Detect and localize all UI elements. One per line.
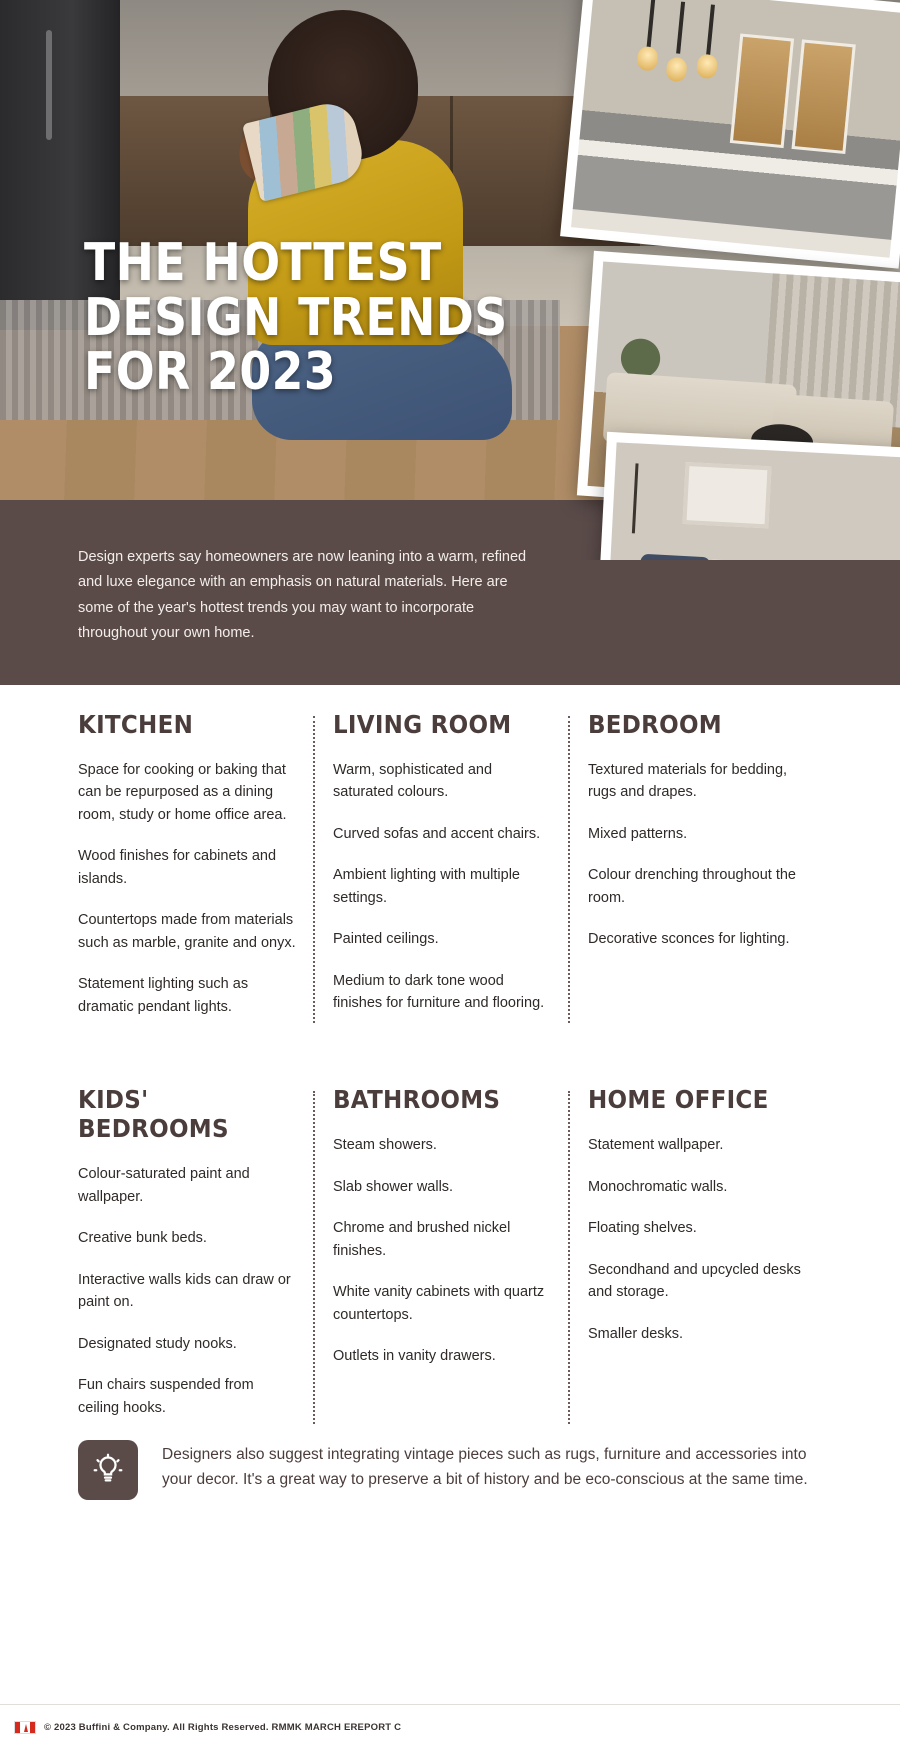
title-line-2: DESIGN TRENDS: [84, 287, 508, 348]
category-kitchen: [78, 710, 333, 1037]
list-item: Warm, sophisticated and saturated colours.: [333, 762, 493, 801]
title-line-3: FOR 2023: [84, 342, 337, 403]
list-item: Slab shower walls.: [333, 1178, 454, 1195]
intro-paragraph: Design experts say homeowners are now leaning into a warm, refined and luxe elegance with an emphasis on natural materials. Here are some of the year's hottest trends you may want to incorporate throughout your own home.: [78, 549, 527, 642]
list-item: Secondhand and upcycled desks and storage.: [588, 1261, 801, 1301]
list-item: Designated study nooks.: [78, 1335, 237, 1352]
list-item: Space for cooking or baking that can be repurposed as a dining room, study or home office area.: [78, 762, 287, 823]
bedroom-photo: [593, 432, 900, 560]
list-item: Mixed patterns.: [588, 825, 688, 842]
list-item: Painted ceilings.: [333, 931, 439, 948]
category-list: [333, 1134, 552, 1367]
category-bedroom: [588, 710, 843, 1037]
lightbulb-icon: [78, 1440, 138, 1500]
tip-callout: [78, 1440, 828, 1500]
category-home-office: [588, 1085, 843, 1438]
list-item: Outlets in vanity drawers.: [333, 1348, 496, 1365]
trends-row-1: [0, 710, 900, 1037]
canada-flag-icon: [14, 1721, 36, 1734]
category-title: BATHROOMS: [333, 1085, 501, 1115]
list-item: Monochromatic walls.: [588, 1178, 728, 1195]
category-title: HOME OFFICE: [588, 1085, 769, 1115]
list-item: Medium to dark tone wood finishes for furniture and flooring.: [333, 972, 545, 1012]
list-item: Colour drenching throughout the room.: [588, 867, 796, 906]
page-title: [84, 233, 508, 403]
list-item: Colour-saturated paint and wallpaper.: [78, 1166, 250, 1205]
list-item: Interactive walls kids can draw or paint on.: [78, 1271, 291, 1311]
list-item: Countertops made from materials such as marble, granite and onyx.: [78, 912, 296, 951]
category-kids-bedrooms: [78, 1085, 333, 1438]
list-item: Steam showers.: [333, 1137, 437, 1154]
category-bathrooms: [333, 1085, 588, 1438]
list-item: Floating shelves.: [588, 1220, 697, 1237]
list-item: Statement lighting such as dramatic pendant lights.: [78, 976, 249, 1015]
list-item: Chrome and brushed nickel finishes.: [333, 1220, 511, 1259]
category-list: [78, 1163, 297, 1419]
category-list: [588, 759, 807, 951]
category-title: LIVING ROOM: [333, 710, 512, 739]
category-list: [78, 759, 297, 1018]
kitchen-photo: [560, 0, 900, 269]
category-title: BEDROOM: [588, 710, 722, 739]
list-item: Curved sofas and accent chairs.: [333, 825, 541, 842]
list-item: White vanity cabinets with quartz countertops.: [333, 1284, 545, 1323]
trends-row-2: [0, 1085, 900, 1438]
list-item: Statement wallpaper.: [588, 1137, 724, 1154]
tip-text: Designers also suggest integrating vintage pieces such as rugs, furniture and accessories into your decor. It's a great way to preserve a bit of history and be eco-conscious at the same time.: [162, 1446, 808, 1489]
category-title: KIDS' BEDROOMS: [78, 1085, 229, 1144]
hero-section: [0, 0, 900, 560]
copyright-text: © 2023 Buffini & Company. All Rights Reserved. RMMK MARCH EREPORT C: [44, 1722, 402, 1733]
category-living-room: [333, 710, 588, 1037]
list-item: Ambient lighting with multiple settings.: [333, 867, 520, 906]
list-item: Fun chairs suspended from ceiling hooks.: [78, 1377, 254, 1416]
list-item: Decorative sconces for lighting.: [588, 931, 790, 948]
footer: [0, 1704, 900, 1750]
list-item: Textured materials for bedding, rugs and drapes.: [588, 762, 788, 801]
trends-content: [0, 710, 900, 1438]
list-item: Smaller desks.: [588, 1325, 684, 1342]
category-title: KITCHEN: [78, 710, 194, 739]
list-item: Creative bunk beds.: [78, 1230, 207, 1247]
title-line-1: THE HOTTEST: [84, 233, 442, 293]
list-item: Wood finishes for cabinets and islands.: [78, 848, 277, 887]
category-list: [588, 1134, 807, 1345]
category-list: [333, 759, 552, 1015]
